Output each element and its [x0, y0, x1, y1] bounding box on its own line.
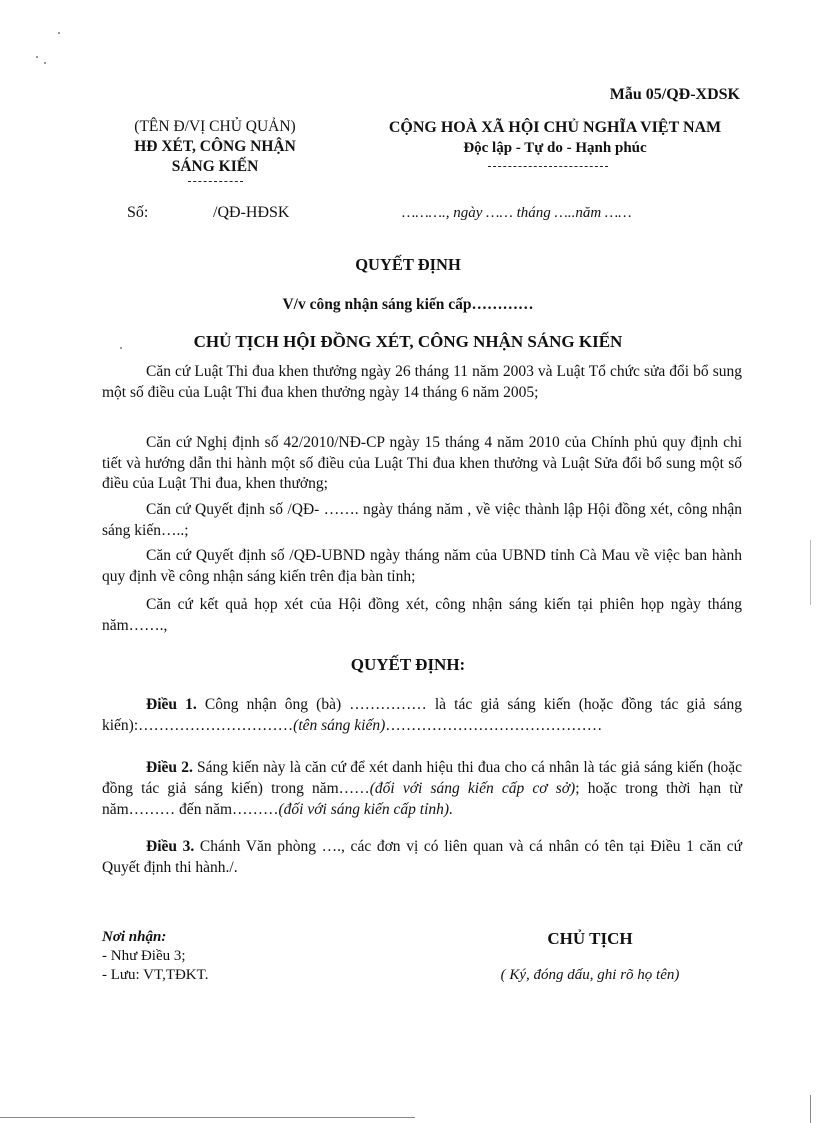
national-header [355, 117, 755, 159]
article-text-italic: (tên sáng kiến) [293, 717, 386, 734]
article-3 [102, 836, 742, 878]
national-motto: Độc lập - Tự do - Hạnh phúc [463, 140, 647, 156]
article-text: Công nhận ông (bà) …………… là tác giả sáng kiến (hoặc đồng tác giả sáng kiến):………………………… [102, 696, 743, 734]
article-label: Điều 2. [146, 759, 193, 776]
preamble-paragraph: Căn cứ Quyết định số /QĐ- ……. ngày tháng năm , về việc thành lập Hội đồng xét, công nhận sáng kiến…..; [102, 501, 742, 539]
preamble-paragraph: Căn cứ kết quả họp xét của Hội đồng xét, công nhận sáng kiến tại phiên họp ngày tháng năm……., [102, 596, 742, 634]
document-title: QUYẾT ĐỊNH [355, 255, 461, 274]
article-1 [102, 694, 742, 736]
scan-speck [58, 32, 60, 34]
right-header-divider [488, 166, 608, 167]
document-number-label: Số: [127, 204, 149, 221]
parent-unit-name: (TÊN Đ/VỊ CHỦ QUẢN) [134, 118, 296, 135]
article-text: …………………………………… [385, 717, 603, 734]
preamble-paragraph: Căn cứ Nghị định số 42/2010/NĐ-CP ngày 15 tháng 4 năm 2010 của Chính phủ quy định chi tiết và hướng dẫn thi hành một số điều của Luật Thi đua khen thưởng và Luật Sửa đổi bổ sung một số điều của Luật Thi đua, khen thưởng; [102, 434, 742, 492]
document-subject: V/v công nhận sáng kiến cấp………… [282, 296, 534, 313]
scan-speck [36, 56, 38, 58]
preamble-paragraph: Căn cứ Luật Thi đua khen thưởng ngày 26 tháng 11 năm 2003 và Luật Tổ chức sửa đổi bổ sung một số điều của Luật Thi đua khen thưởng ngày 14 tháng 6 năm 2005; [102, 363, 742, 401]
place-date-line: ………., ngày …… tháng …..năm …… [402, 205, 632, 221]
recipient-item: - Lưu: VT,TĐKT. [102, 967, 209, 983]
article-text-italic: (đối với sáng kiến cấp tỉnh). [278, 801, 453, 818]
recipients-title: Nơi nhận: [102, 929, 167, 945]
council-name: HĐ XÉT, CÔNG NHẬN [134, 138, 296, 155]
scan-edge-line [810, 540, 811, 605]
preamble-paragraph: Căn cứ Quyết định số /QĐ-UBND ngày tháng năm của UBND tỉnh Cà Mau về việc ban hành quy định về công nhận sáng kiến trên địa bàn tỉnh; [102, 547, 742, 585]
authority-title: CHỦ TỊCH HỘI ĐỒNG XÉT, CÔNG NHẬN SÁNG KIẾN [193, 332, 623, 351]
scan-speck [44, 62, 46, 64]
article-text-italic: (đối với sáng kiến cấp cơ sở) [369, 780, 576, 797]
recipient-item: - Như Điều 3; [102, 948, 186, 964]
article-text: Sáng kiến này là căn cứ để xét danh hiệu thi đua cho cá nhân là tác giả sáng kiến (hoặc đồng tác giả sáng kiến) trong năm…… [102, 759, 743, 797]
article-2 [102, 757, 742, 820]
signatory-title: CHỦ TỊCH [547, 929, 633, 948]
article-label: Điều 1. [146, 696, 197, 713]
signature-note: ( Ký, đóng dấu, ghi rõ họ tên) [500, 967, 680, 983]
scan-edge-line [0, 1117, 415, 1118]
national-title: CỘNG HOÀ XÃ HỘI CHỦ NGHĨA VIỆT NAM [388, 119, 722, 136]
form-code: Mẫu 05/QĐ-XDSK [609, 86, 740, 103]
council-name-cont: SÁNG KIẾN [171, 158, 259, 175]
article-text: ; hoặc trong thời hạn từ năm……… đến năm……… [102, 780, 742, 818]
article-text: Chánh Văn phòng …., các đơn vị có liên quan và cá nhân có tên tại Điều 1 căn cứ Quyết định thi hành./. [102, 838, 742, 876]
scan-edge-line [810, 1095, 811, 1123]
issuing-body-header [100, 117, 330, 177]
left-header-divider [188, 181, 243, 182]
document-number: /QĐ-HĐSK [213, 204, 290, 221]
decision-heading: QUYẾT ĐỊNH: [350, 655, 466, 674]
article-label: Điều 3. [146, 838, 195, 855]
